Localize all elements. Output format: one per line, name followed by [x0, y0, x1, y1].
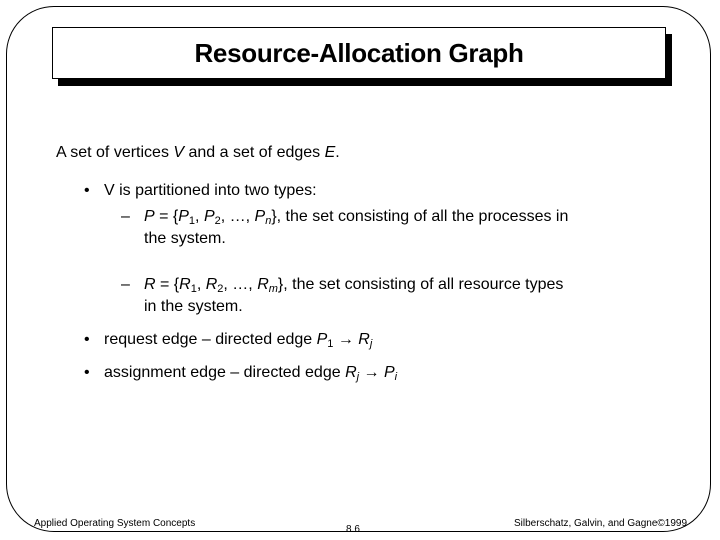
footer-copyright: Silberschatz, Galvin, and Gagne©1999: [514, 518, 688, 529]
sub-bullet-dash: –: [121, 208, 130, 225]
footer-book-title: Applied Operating System Concepts: [34, 518, 196, 529]
bullet-icon: •: [84, 364, 90, 381]
assignment-edge-line: assignment edge – directed edge $R_j \to P_i$: [104, 364, 398, 383]
title-box: [52, 27, 666, 79]
processes-line2: the system.: [144, 230, 226, 247]
slide-title: Resource-Allocation Graph: [194, 37, 524, 68]
intro-line: A set of vertices V and a set of edges E.: [56, 144, 340, 161]
footer-page-number: 8.6: [346, 524, 360, 535]
bullet-icon: •: [84, 331, 90, 348]
resources-line: $R = \{R_1$, $R_2$, …, $R_m$}, the set consisting of all resource types: [144, 276, 564, 295]
processes-line: $P = \{P_1$, $P_2$, …, $P_n$}, the set consisting of all the processes in: [144, 208, 569, 227]
request-edge-line: request edge – directed edge $P_1 \to R_j$: [104, 331, 373, 350]
resources-line2: in the system.: [144, 298, 243, 315]
sub-bullet-dash: –: [121, 276, 130, 293]
bullet-icon: •: [84, 182, 90, 199]
bullet1-text: V is partitioned into two types:: [104, 182, 317, 199]
